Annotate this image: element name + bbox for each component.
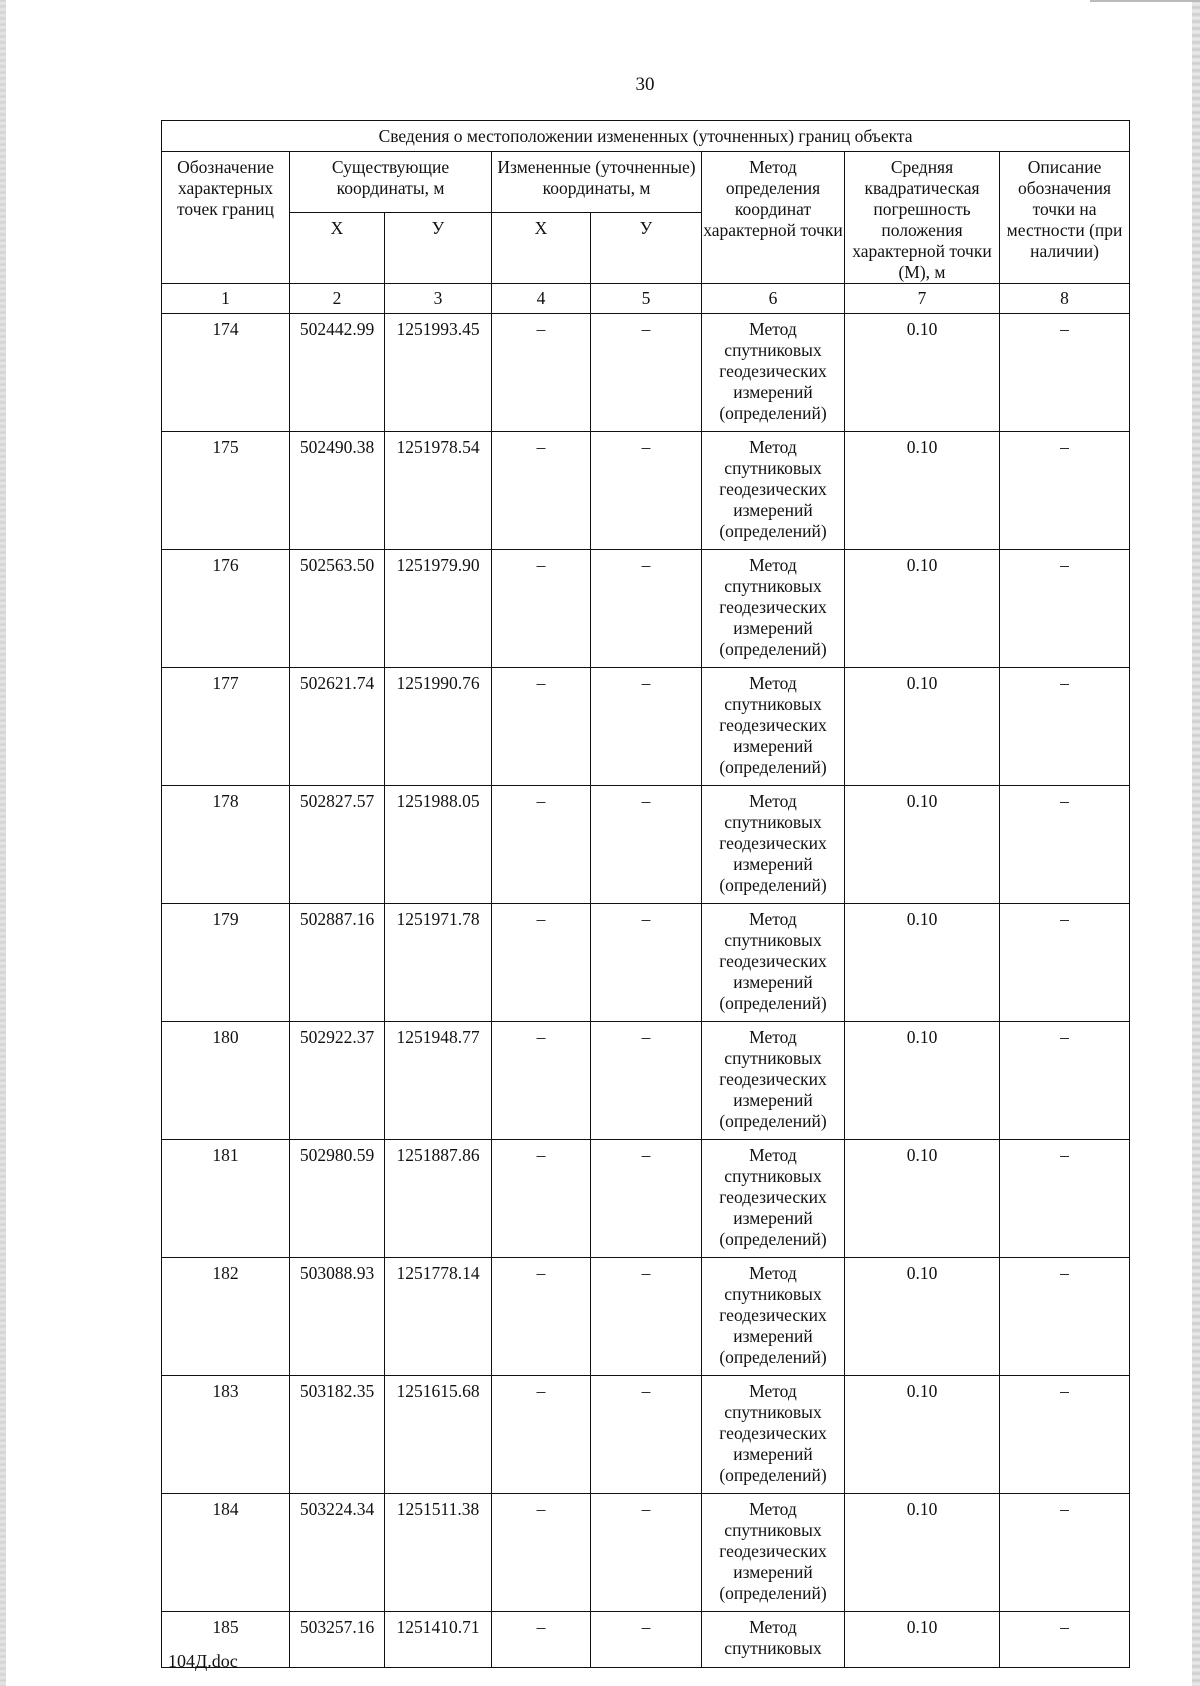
- point-id: 175: [162, 432, 290, 550]
- method-text: Метод спутниковых геодезических измерений (определений): [719, 437, 827, 541]
- column-number: 8: [1000, 284, 1130, 314]
- method: [702, 432, 845, 550]
- x-existing: 503257.16: [290, 1612, 385, 1668]
- x-existing: 503088.93: [290, 1258, 385, 1376]
- description: –: [1000, 1376, 1130, 1494]
- method: [702, 1494, 845, 1612]
- header-existing-coordinates: Существующие координаты, м: [290, 152, 492, 213]
- x-changed: –: [492, 786, 591, 904]
- y-changed: –: [591, 668, 702, 786]
- point-id: 178: [162, 786, 290, 904]
- y-changed: –: [591, 1494, 702, 1612]
- method-text: Метод спутниковых геодезических измерений (определений): [719, 1381, 827, 1485]
- x-changed: –: [492, 904, 591, 1022]
- method-text: Метод спутниковых геодезических измерений (определений): [719, 791, 827, 895]
- y-existing: 1251971.78: [385, 904, 492, 1022]
- point-id: 181: [162, 1140, 290, 1258]
- description: –: [1000, 1022, 1130, 1140]
- error-value: 0.10: [845, 1022, 1000, 1140]
- header-point: Обозначение характерных точек границ: [162, 152, 290, 284]
- table-row: [162, 1612, 1130, 1668]
- error-value: 0.10: [845, 1376, 1000, 1494]
- y-changed: –: [591, 550, 702, 668]
- point-id: 182: [162, 1258, 290, 1376]
- y-changed: –: [591, 1376, 702, 1494]
- point-id: 183: [162, 1376, 290, 1494]
- table-row: [162, 668, 1130, 786]
- x-existing: 502490.38: [290, 432, 385, 550]
- point-id: 180: [162, 1022, 290, 1140]
- x-changed: –: [492, 1376, 591, 1494]
- x-existing: 502922.37: [290, 1022, 385, 1140]
- y-existing: 1251778.14: [385, 1258, 492, 1376]
- y-changed: –: [591, 904, 702, 1022]
- table-row: [162, 1022, 1130, 1140]
- x-existing: 502621.74: [290, 668, 385, 786]
- y-changed: –: [591, 1022, 702, 1140]
- method-text: Метод спутниковых: [724, 1617, 822, 1658]
- method: [702, 314, 845, 432]
- error-value: 0.10: [845, 1140, 1000, 1258]
- y-changed: –: [591, 1612, 702, 1668]
- x-changed: –: [492, 550, 591, 668]
- method-text: Метод спутниковых геодезических измерений (определений): [719, 1145, 827, 1249]
- header-y-changed: У: [591, 213, 702, 284]
- table-row: [162, 432, 1130, 550]
- table-row: [162, 314, 1130, 432]
- y-existing: 1251615.68: [385, 1376, 492, 1494]
- method: [702, 904, 845, 1022]
- error-value: 0.10: [845, 1494, 1000, 1612]
- header-description: Описание обозначения точки на местности (при наличии): [1000, 152, 1130, 284]
- description: –: [1000, 1140, 1130, 1258]
- scan-edge-right: [1192, 0, 1200, 1686]
- scan-edge-corner: [1090, 0, 1200, 2]
- y-changed: –: [591, 314, 702, 432]
- method: [702, 1376, 845, 1494]
- description: –: [1000, 432, 1130, 550]
- y-existing: 1251978.54: [385, 432, 492, 550]
- x-existing: 503182.35: [290, 1376, 385, 1494]
- page-number: 30: [635, 74, 655, 95]
- y-existing: 1251993.45: [385, 314, 492, 432]
- method: [702, 550, 845, 668]
- method: [702, 1612, 845, 1668]
- y-existing: 1251948.77: [385, 1022, 492, 1140]
- y-existing: 1251410.71: [385, 1612, 492, 1668]
- table-row: [162, 1494, 1130, 1612]
- x-existing: 503224.34: [290, 1494, 385, 1612]
- column-number-row: [162, 284, 1130, 314]
- method-text: Метод спутниковых геодезических измерений (определений): [719, 1263, 827, 1367]
- description: –: [1000, 668, 1130, 786]
- scan-edge-left: [0, 0, 6, 1686]
- header-changed-coordinates: Измененные (уточненные) координаты, м: [492, 152, 702, 213]
- x-existing: 502442.99: [290, 314, 385, 432]
- point-id: 185: [162, 1612, 290, 1668]
- method-text: Метод спутниковых геодезических измерений (определений): [719, 1499, 827, 1603]
- boundary-points-table: [161, 120, 1130, 1668]
- x-changed: –: [492, 1258, 591, 1376]
- table-row: [162, 1376, 1130, 1494]
- x-existing: 502887.16: [290, 904, 385, 1022]
- method-text: Метод спутниковых геодезических измерений (определений): [719, 909, 827, 1013]
- description: –: [1000, 786, 1130, 904]
- method-text: Метод спутниковых геодезических измерений (определений): [719, 1027, 827, 1131]
- error-value: 0.10: [845, 786, 1000, 904]
- document-filename: 104Д.doc: [168, 1651, 238, 1671]
- method: [702, 668, 845, 786]
- column-number: 6: [702, 284, 845, 314]
- x-changed: –: [492, 314, 591, 432]
- header-x-changed: Х: [492, 213, 591, 284]
- description: –: [1000, 550, 1130, 668]
- y-changed: –: [591, 432, 702, 550]
- table-row: [162, 904, 1130, 1022]
- error-value: 0.10: [845, 1612, 1000, 1668]
- method: [702, 1258, 845, 1376]
- error-value: 0.10: [845, 314, 1000, 432]
- table-caption: Сведения о местоположении измененных (уточненных) границ объекта: [162, 121, 1130, 152]
- column-number: 1: [162, 284, 290, 314]
- x-changed: –: [492, 1494, 591, 1612]
- y-existing: 1251511.38: [385, 1494, 492, 1612]
- y-changed: –: [591, 786, 702, 904]
- table-row: [162, 1140, 1130, 1258]
- point-id: 184: [162, 1494, 290, 1612]
- column-number: 7: [845, 284, 1000, 314]
- point-id: 176: [162, 550, 290, 668]
- y-existing: 1251990.76: [385, 668, 492, 786]
- description: –: [1000, 904, 1130, 1022]
- x-existing: 502980.59: [290, 1140, 385, 1258]
- point-id: 179: [162, 904, 290, 1022]
- error-value: 0.10: [845, 1258, 1000, 1376]
- method-text: Метод спутниковых геодезических измерений (определений): [719, 673, 827, 777]
- description: –: [1000, 1612, 1130, 1668]
- description: –: [1000, 314, 1130, 432]
- method-text: Метод спутниковых геодезических измерений (определений): [719, 555, 827, 659]
- column-number: 4: [492, 284, 591, 314]
- header-y-existing: У: [385, 213, 492, 284]
- error-value: 0.10: [845, 668, 1000, 786]
- column-number: 2: [290, 284, 385, 314]
- x-changed: –: [492, 1022, 591, 1140]
- point-id: 177: [162, 668, 290, 786]
- point-id: 174: [162, 314, 290, 432]
- y-existing: 1251979.90: [385, 550, 492, 668]
- description: –: [1000, 1494, 1130, 1612]
- header-x-existing: Х: [290, 213, 385, 284]
- method: [702, 786, 845, 904]
- x-changed: –: [492, 668, 591, 786]
- header-method: Метод определения координат характерной точки: [702, 152, 845, 284]
- x-changed: –: [492, 1612, 591, 1668]
- error-value: 0.10: [845, 432, 1000, 550]
- x-existing: 502563.50: [290, 550, 385, 668]
- table-row: [162, 786, 1130, 904]
- description: –: [1000, 1258, 1130, 1376]
- x-existing: 502827.57: [290, 786, 385, 904]
- table-row: [162, 1258, 1130, 1376]
- y-existing: 1251887.86: [385, 1140, 492, 1258]
- x-changed: –: [492, 1140, 591, 1258]
- x-changed: –: [492, 432, 591, 550]
- table-row: [162, 550, 1130, 668]
- column-number: 3: [385, 284, 492, 314]
- y-changed: –: [591, 1258, 702, 1376]
- method: [702, 1140, 845, 1258]
- method: [702, 1022, 845, 1140]
- column-number: 5: [591, 284, 702, 314]
- y-existing: 1251988.05: [385, 786, 492, 904]
- error-value: 0.10: [845, 550, 1000, 668]
- error-value: 0.10: [845, 904, 1000, 1022]
- header-error: Средняя квадратическая погрешность положения характерной точки (М), м: [845, 152, 1000, 284]
- y-changed: –: [591, 1140, 702, 1258]
- method-text: Метод спутниковых геодезических измерений (определений): [719, 319, 827, 423]
